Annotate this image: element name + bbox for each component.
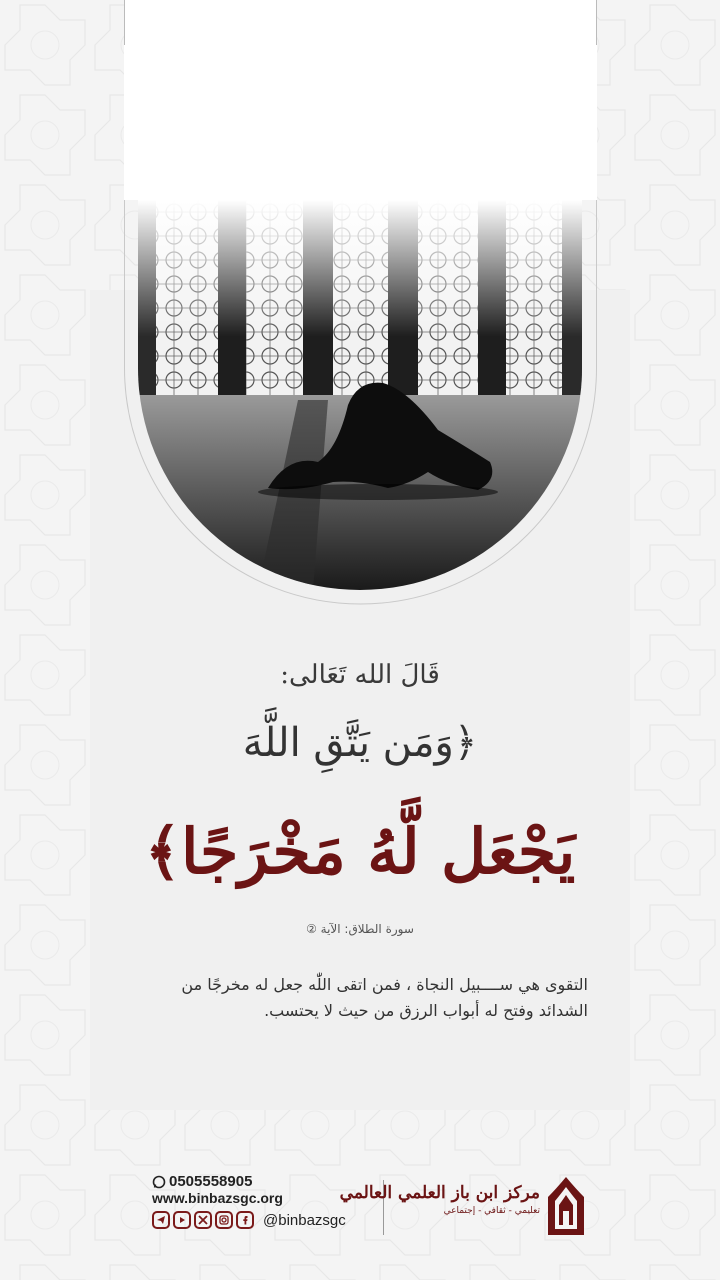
website-link[interactable]: www.binbazsgc.org bbox=[152, 1190, 283, 1206]
organization-tagline: تعليمي - ثقافي - إجتماعي bbox=[443, 1206, 540, 1216]
verse-line-2: يَجْعَل لَّهُ مَخْرَجًا﴾ bbox=[144, 815, 576, 888]
intro-text: قَالَ الله تَعَالى: bbox=[280, 660, 440, 690]
whatsapp-icon bbox=[152, 1175, 166, 1189]
social-handle[interactable]: @binbazsgc bbox=[263, 1211, 346, 1229]
phone-contact[interactable] bbox=[152, 1173, 252, 1190]
commentary-text: التقوى هي ســــبيل النجاة ، فمن اتقى اللّٰه جعل له مخرجًا من الشدائد وفتح له أبواب الرزق من حيث لا يحتسب. bbox=[181, 975, 588, 1020]
x-icon[interactable] bbox=[194, 1211, 212, 1229]
social-links bbox=[152, 1211, 346, 1229]
phone-number: 0505558905 bbox=[169, 1173, 253, 1190]
verse-line-1: ﴿وَمَن يَتَّقِ اللَّهَ bbox=[242, 720, 478, 766]
facebook-icon[interactable] bbox=[236, 1211, 254, 1229]
top-panel bbox=[124, 0, 597, 200]
organization-block bbox=[339, 1183, 540, 1216]
organization-logo-icon bbox=[546, 1175, 586, 1237]
footer bbox=[0, 1165, 720, 1245]
instagram-icon[interactable] bbox=[215, 1211, 233, 1229]
organization-name: مركز ابن باز العلمي العالمي bbox=[339, 1183, 540, 1203]
verse-reference: سورة الطلاق: الآية ② bbox=[306, 922, 414, 936]
telegram-icon[interactable] bbox=[152, 1211, 170, 1229]
youtube-icon[interactable] bbox=[173, 1211, 191, 1229]
